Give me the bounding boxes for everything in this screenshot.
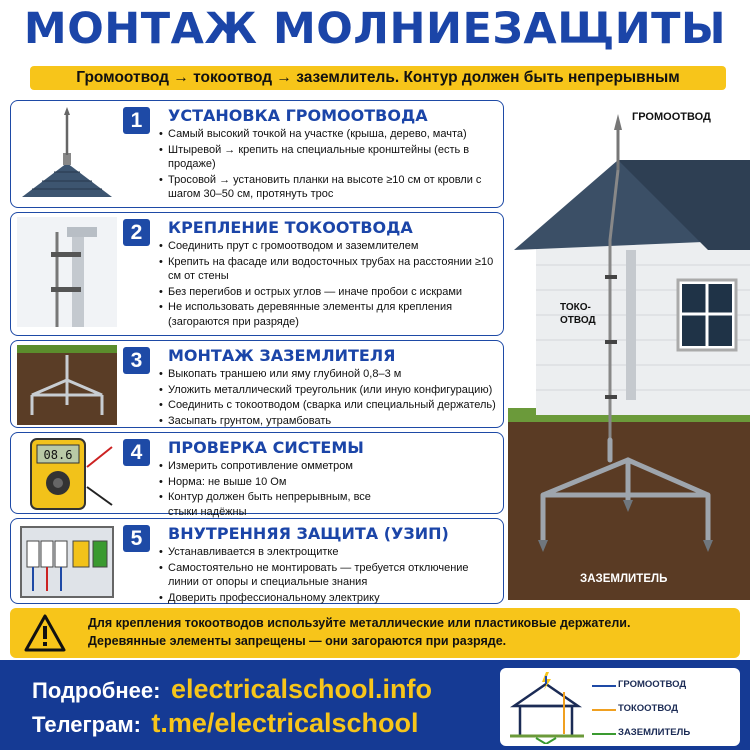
step-list: [159, 545, 497, 606]
list-item: • Доверить профессиональному электрику: [159, 591, 497, 606]
step-number: 5: [123, 525, 150, 552]
list-item: • Соединить прут с громоотводом и заземлителем: [159, 239, 497, 254]
step-heading: УСТАНОВКА ГРОМООТВОДА: [168, 106, 428, 125]
step-list: [159, 367, 497, 429]
footer-more-label: Подробнее:: [32, 678, 161, 703]
legend-label-rod: ГРОМООТВОД: [618, 679, 687, 690]
list-item: • Не использовать деревянные элементы для крепления (загораются при разряде): [159, 300, 497, 329]
step-heading: МОНТАЖ ЗАЗЕМЛИТЕЛЯ: [168, 346, 396, 365]
step-heading: КРЕПЛЕНИЕ ТОКООТВОДА: [168, 218, 413, 237]
warning-triangle-icon: [24, 614, 66, 652]
list-item: • Крепить на фасаде или водосточных трубах на расстоянии ≥10 см от стены: [159, 255, 497, 284]
downconductor-pipe-icon: [17, 217, 117, 327]
list-item: • Норма: не выше 10 Ом: [159, 475, 497, 490]
step-list: [159, 239, 497, 330]
warning-line-2: Деревянные элементы запрещены — они загораются при разряде.: [88, 634, 507, 648]
label-ground: ЗАЗЕМЛИТЕЛЬ: [580, 573, 668, 585]
list-item: • Тросовой → установить планки на высоте ≥10 см от кровли с шагом 30–50 см, протянуть трос: [159, 173, 497, 202]
page-subtitle: Громоотвод → токоотвод → заземлитель. Контур должен быть непрерывным: [30, 66, 726, 90]
list-item: • Выкопать траншею или яму глубиной 0,8–3 м: [159, 367, 497, 382]
list-item: • Без перегибов и острых углов — иначе пробои с искрами: [159, 285, 497, 300]
step-number: 4: [123, 439, 150, 466]
step-1-card: [10, 100, 504, 208]
multimeter-display: 08.6: [43, 448, 73, 462]
roof-lightning-rod-icon: [17, 105, 117, 205]
list-item: • Соединить с токоотводом (сварка или специальный держатель): [159, 398, 497, 413]
mini-house-icon: [506, 672, 588, 744]
list-item: • Штыревой → крепить на специальные кронштейны (есть в продаже): [159, 143, 497, 172]
warning-banner: [10, 608, 740, 658]
multimeter-icon: [17, 437, 117, 511]
step-number: 3: [123, 347, 150, 374]
legend-label-down: ТОКООТВОД: [618, 703, 678, 714]
step-list: [159, 127, 497, 203]
electrical-panel-icon: [17, 523, 117, 601]
label-down2: ОТВОД: [560, 315, 596, 326]
footer-more-row: [32, 674, 432, 705]
warning-text: [88, 614, 732, 650]
footer-telegram-row: [32, 708, 419, 739]
footer-telegram-link[interactable]: t.me/electricalschool: [151, 708, 419, 738]
step-5-card: [10, 518, 504, 604]
legend-label-ground: ЗАЗЕМЛИТЕЛЬ: [618, 727, 691, 738]
page-title: МОНТАЖ МОЛНИЕЗАЩИТЫ: [23, 4, 727, 54]
step-2-card: [10, 212, 504, 336]
list-item: • Устанавливается в электрощитке: [159, 545, 497, 560]
list-item: • Контур должен быть непрерывным, все стыки надёжны: [159, 490, 389, 519]
footer-telegram-label: Телеграм:: [32, 712, 141, 737]
label-rod: ГРОМООТВОД: [632, 111, 711, 123]
list-item: • Уложить металлический треугольник (или иную конфигурацию): [159, 383, 497, 398]
warning-line-1: Для крепления токоотводов используйте металлические или пластиковые держатели.: [88, 616, 631, 630]
label-down1: ТОКО-: [560, 302, 591, 313]
footer-more-link[interactable]: electricalschool.info: [170, 674, 433, 704]
step-3-card: [10, 340, 504, 428]
list-item: • Измерить сопротивление омметром: [159, 459, 497, 474]
legend-line-rod: [592, 685, 616, 687]
list-item: • Самый высокий точкой на участке (крыша, дерево, мачта): [159, 127, 497, 142]
list-item: • Засыпать грунтом, утрамбовать: [159, 414, 497, 429]
ground-electrode-icon: [17, 345, 117, 425]
step-number: 1: [123, 107, 150, 134]
step-number: 2: [123, 219, 150, 246]
list-item: • Самостоятельно не монтировать — требуется отключение линии от опоры и специальные знания: [159, 561, 497, 590]
step-list: [159, 459, 497, 520]
house-lightning-diagram: [508, 100, 750, 600]
legend-line-ground: [592, 733, 616, 735]
step-heading: ПРОВЕРКА СИСТЕМЫ: [168, 438, 364, 457]
step-heading: ВНУТРЕННЯЯ ЗАЩИТА (УЗИП): [168, 524, 449, 543]
legend-line-down: [592, 709, 616, 711]
footer: [0, 660, 750, 750]
step-4-card: [10, 432, 504, 518]
legend-box: [500, 668, 740, 746]
